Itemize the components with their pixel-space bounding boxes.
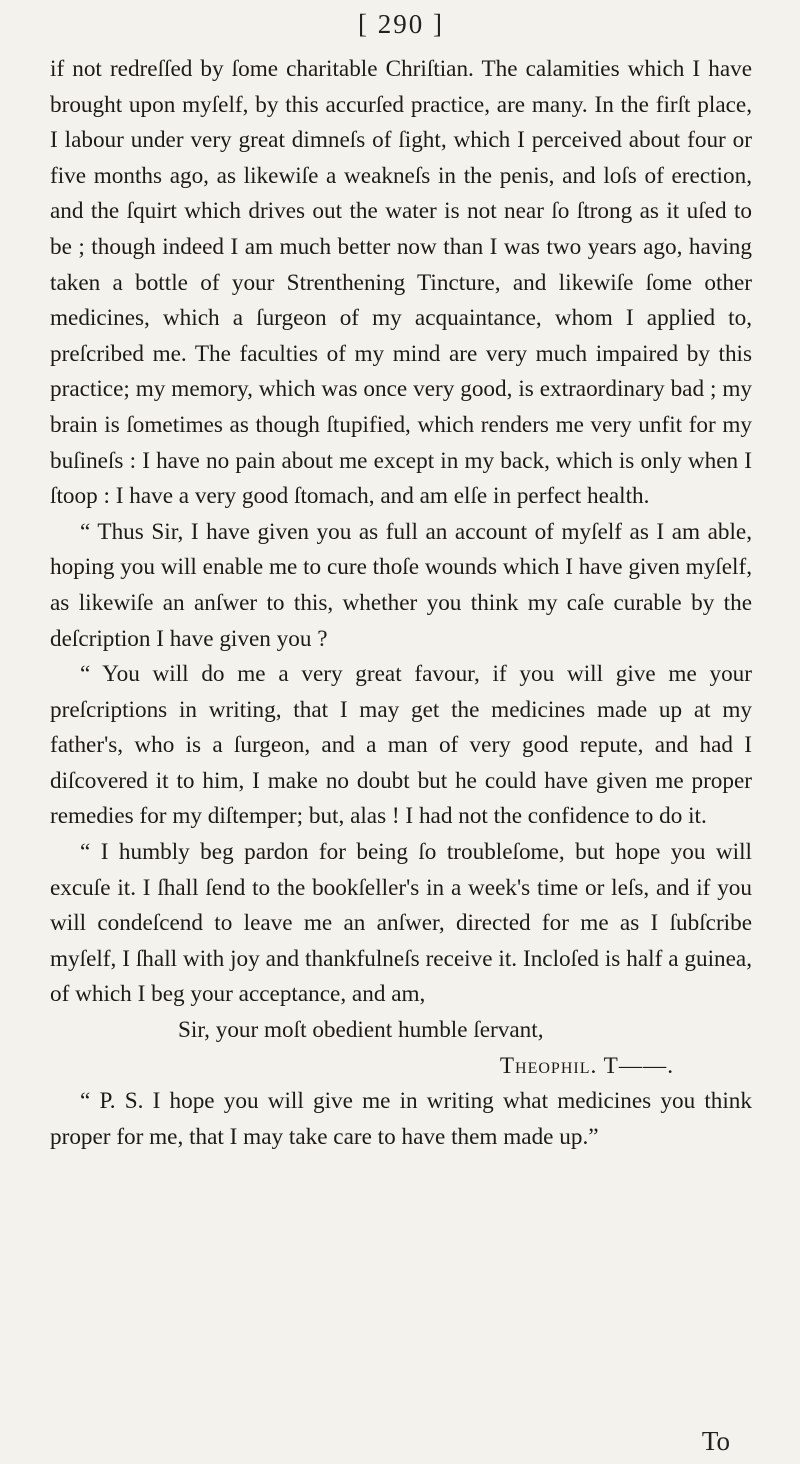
page-number: [ 290 ] bbox=[358, 9, 444, 39]
paragraph-apology: “ I humbly beg pardon for being ſo troubleſome, but hope you will excuſe it. I ſhall ſend to the bookſeller's in a week's time or leſs, and if you will condeſcend to leave me an anſwer, directed for me as I ſubſcribe myſelf, I ſhall with joy and thankfulneſs receive it. Incloſed is half a guinea, of which I beg your acceptance, and am, bbox=[50, 839, 752, 1008]
signature: Theophil. T——. bbox=[499, 1052, 674, 1079]
paragraph-prescriptions: “ You will do me a very great favour, if you will give me your preſcriptions in writing, that I may get the medicines made up at my father's, who is a ſurgeon, and a man of very good repute, and had I diſcovered it to him, I make no doubt but he could have given me proper remedies for my diſtemper; but, alas ! I had not the confidence to do it. bbox=[50, 661, 752, 830]
postscript: “ P. S. I hope you will give me in writing what medicines you think proper for me, that I may take care to have them made up.” bbox=[50, 1088, 752, 1150]
catchword: To bbox=[701, 1426, 730, 1456]
paragraph-account: “ Thus Sir, I have given you as full an account of myſelf as I am able, hoping you will enable me to cure thoſe wounds which I have given myſelf, as likewiſe an anſwer to this, whether you think my caſe curable by the deſcription I have given you ? bbox=[50, 518, 752, 652]
closing-salutation: Sir, your moſt obedient humble ſervant, bbox=[178, 1017, 544, 1044]
letter-body bbox=[50, 52, 752, 1155]
paragraph-symptoms: if not redreſſed by ſome charitable Chriſtian. The calamities which I have brought upon myſelf, by this accurſed practice, are many. In the firſt place, I labour under very great dimneſs of ſight, which I perceived about four or five months ago, as likewiſe a weakneſs in the penis, and loſs of erection, and the ſquirt which drives out the water is not near ſo ſtrong as it uſed to be ; though indeed I am much better now than I was two years ago, having taken a bottle of your Strenthening Tincture, and likewiſe ſome other medicines, which a ſurgeon of my acquaintance, whom I applied to, preſcribed me. The faculties of my mind are very much impaired by this practice; my memory, which was once very good, is extraordinary bad ; my brain is ſometimes as though ſtupified, which renders me very unfit for my buſineſs : I have no pain about me except in my back, which is only when I ſtoop : I have a very good ſtomach, and am elſe in perfect health. bbox=[50, 56, 752, 510]
